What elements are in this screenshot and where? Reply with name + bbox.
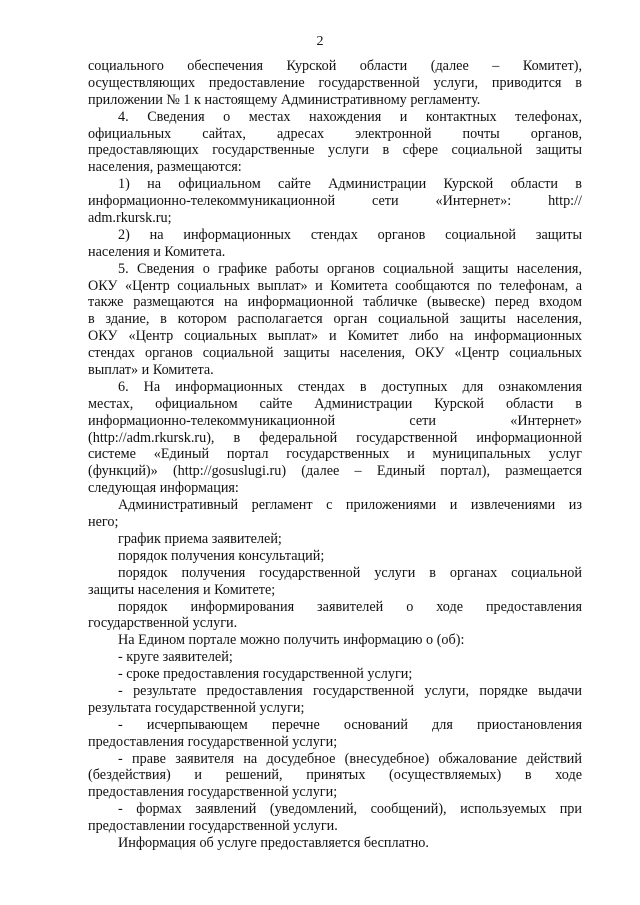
text-line: - круге заявителей; [118, 649, 233, 666]
text-line: На Едином портале можно получить информацию о (об): [118, 632, 465, 649]
text-line: график приема заявителей; [118, 530, 282, 547]
text-line: информационно-телекоммуникационной сети «Интернет» [88, 412, 582, 429]
text-line: 2) на информационных стендах органов социальной защиты [118, 226, 582, 243]
text-line: - исчерпывающем перечне оснований для приостановления [118, 716, 582, 733]
text-line: Информация об услуге предоставляется бесплатно. [118, 834, 429, 851]
text-line: государственной услуги. [88, 615, 238, 632]
text-line: предоставлении государственной услуги. [88, 818, 338, 835]
text-line: порядок получения консультаций; [118, 547, 325, 564]
text-line: предоставления государственной услуги; [88, 733, 338, 750]
text-line: 4. Сведения о местах нахождения и контактных телефонах, [118, 108, 582, 125]
text-line: него; [88, 514, 119, 531]
text-line: социального обеспечения Курской области (далее – Комитет), [88, 58, 582, 74]
text-line: следующая информация: [88, 480, 239, 497]
text-line: 5. Сведения о графике работы органов социальной защиты населения, [118, 260, 582, 277]
text-line: (http://adm.rkursk.ru), в федеральной государственной информационной [88, 429, 582, 446]
text-line: Административный регламент с приложениями и извлечениями из [118, 497, 582, 514]
page-number: 2 [316, 34, 324, 49]
text-line: 6. На информационных стендах в доступных для ознакомления [118, 378, 582, 395]
text-line: стендах органов социальной защиты населения, ОКУ «Центр социальных [88, 345, 582, 362]
text-line: ОКУ «Центр социальных выплат» и Комитета сообщаются по телефонам, а [88, 277, 582, 294]
text-line: выплат» и Комитета. [88, 362, 214, 379]
text-line: 1) на официальном сайте Администрации Курской области в [118, 176, 582, 193]
text-line: порядок информирования заявителей о ходе предоставления [118, 598, 582, 615]
text-line: официальных сайтах, адресах электронной почты органов, [88, 125, 582, 142]
text-line: защиты населения и Комитете; [88, 581, 276, 598]
text-line: предоставления государственной услуги; [88, 784, 338, 801]
text-line: - формах заявлений (уведомлений, сообщений), используемых при [118, 801, 582, 818]
text-line: местах, официальном сайте Администрации Курской области в [88, 395, 582, 412]
text-line: информационно-телекоммуникационной сети «Интернет»: http:// [88, 193, 582, 210]
text-line: - результате предоставления государственной услуги, порядке выдачи [118, 682, 582, 699]
text-line: предоставляющих государственные услуги в сфере социальной защиты [88, 142, 582, 159]
text-line: (бездействия) и решений, принятых (осуществляемых) в ходе [88, 767, 582, 784]
text-line: приложении № 1 к настоящему Административному регламенту. [88, 91, 481, 108]
text-line: - праве заявителя на досудебное (внесудебное) обжалование действий [118, 750, 582, 767]
text-line: также размещаются на информационной табличке (вывеске) перед входом [88, 294, 582, 311]
text-line: adm.rkursk.ru; [88, 210, 172, 227]
text-line: ОКУ «Центр социальных выплат» и Комитет либо на информационных [88, 328, 582, 345]
text-line: - сроке предоставления государственной услуги; [118, 666, 413, 683]
text-line: осуществляющих предоставление государственной услуги, приводится в [88, 74, 582, 91]
text-line: результата государственной услуги; [88, 699, 305, 716]
document-body [88, 58, 582, 852]
text-line: (функций)» (http://gosuslugi.ru) (далее – Единый портал), размещается [88, 463, 582, 480]
text-line: системе «Единый портал государственных и муниципальных услуг [88, 446, 582, 463]
text-line: порядок получения государственной услуги в органах социальной [118, 564, 582, 581]
text-line: населения, размещаются: [88, 159, 242, 176]
text-line: в здание, в котором располагается орган социальной защиты населения, [88, 311, 582, 328]
text-line: населения и Комитета. [88, 243, 226, 260]
